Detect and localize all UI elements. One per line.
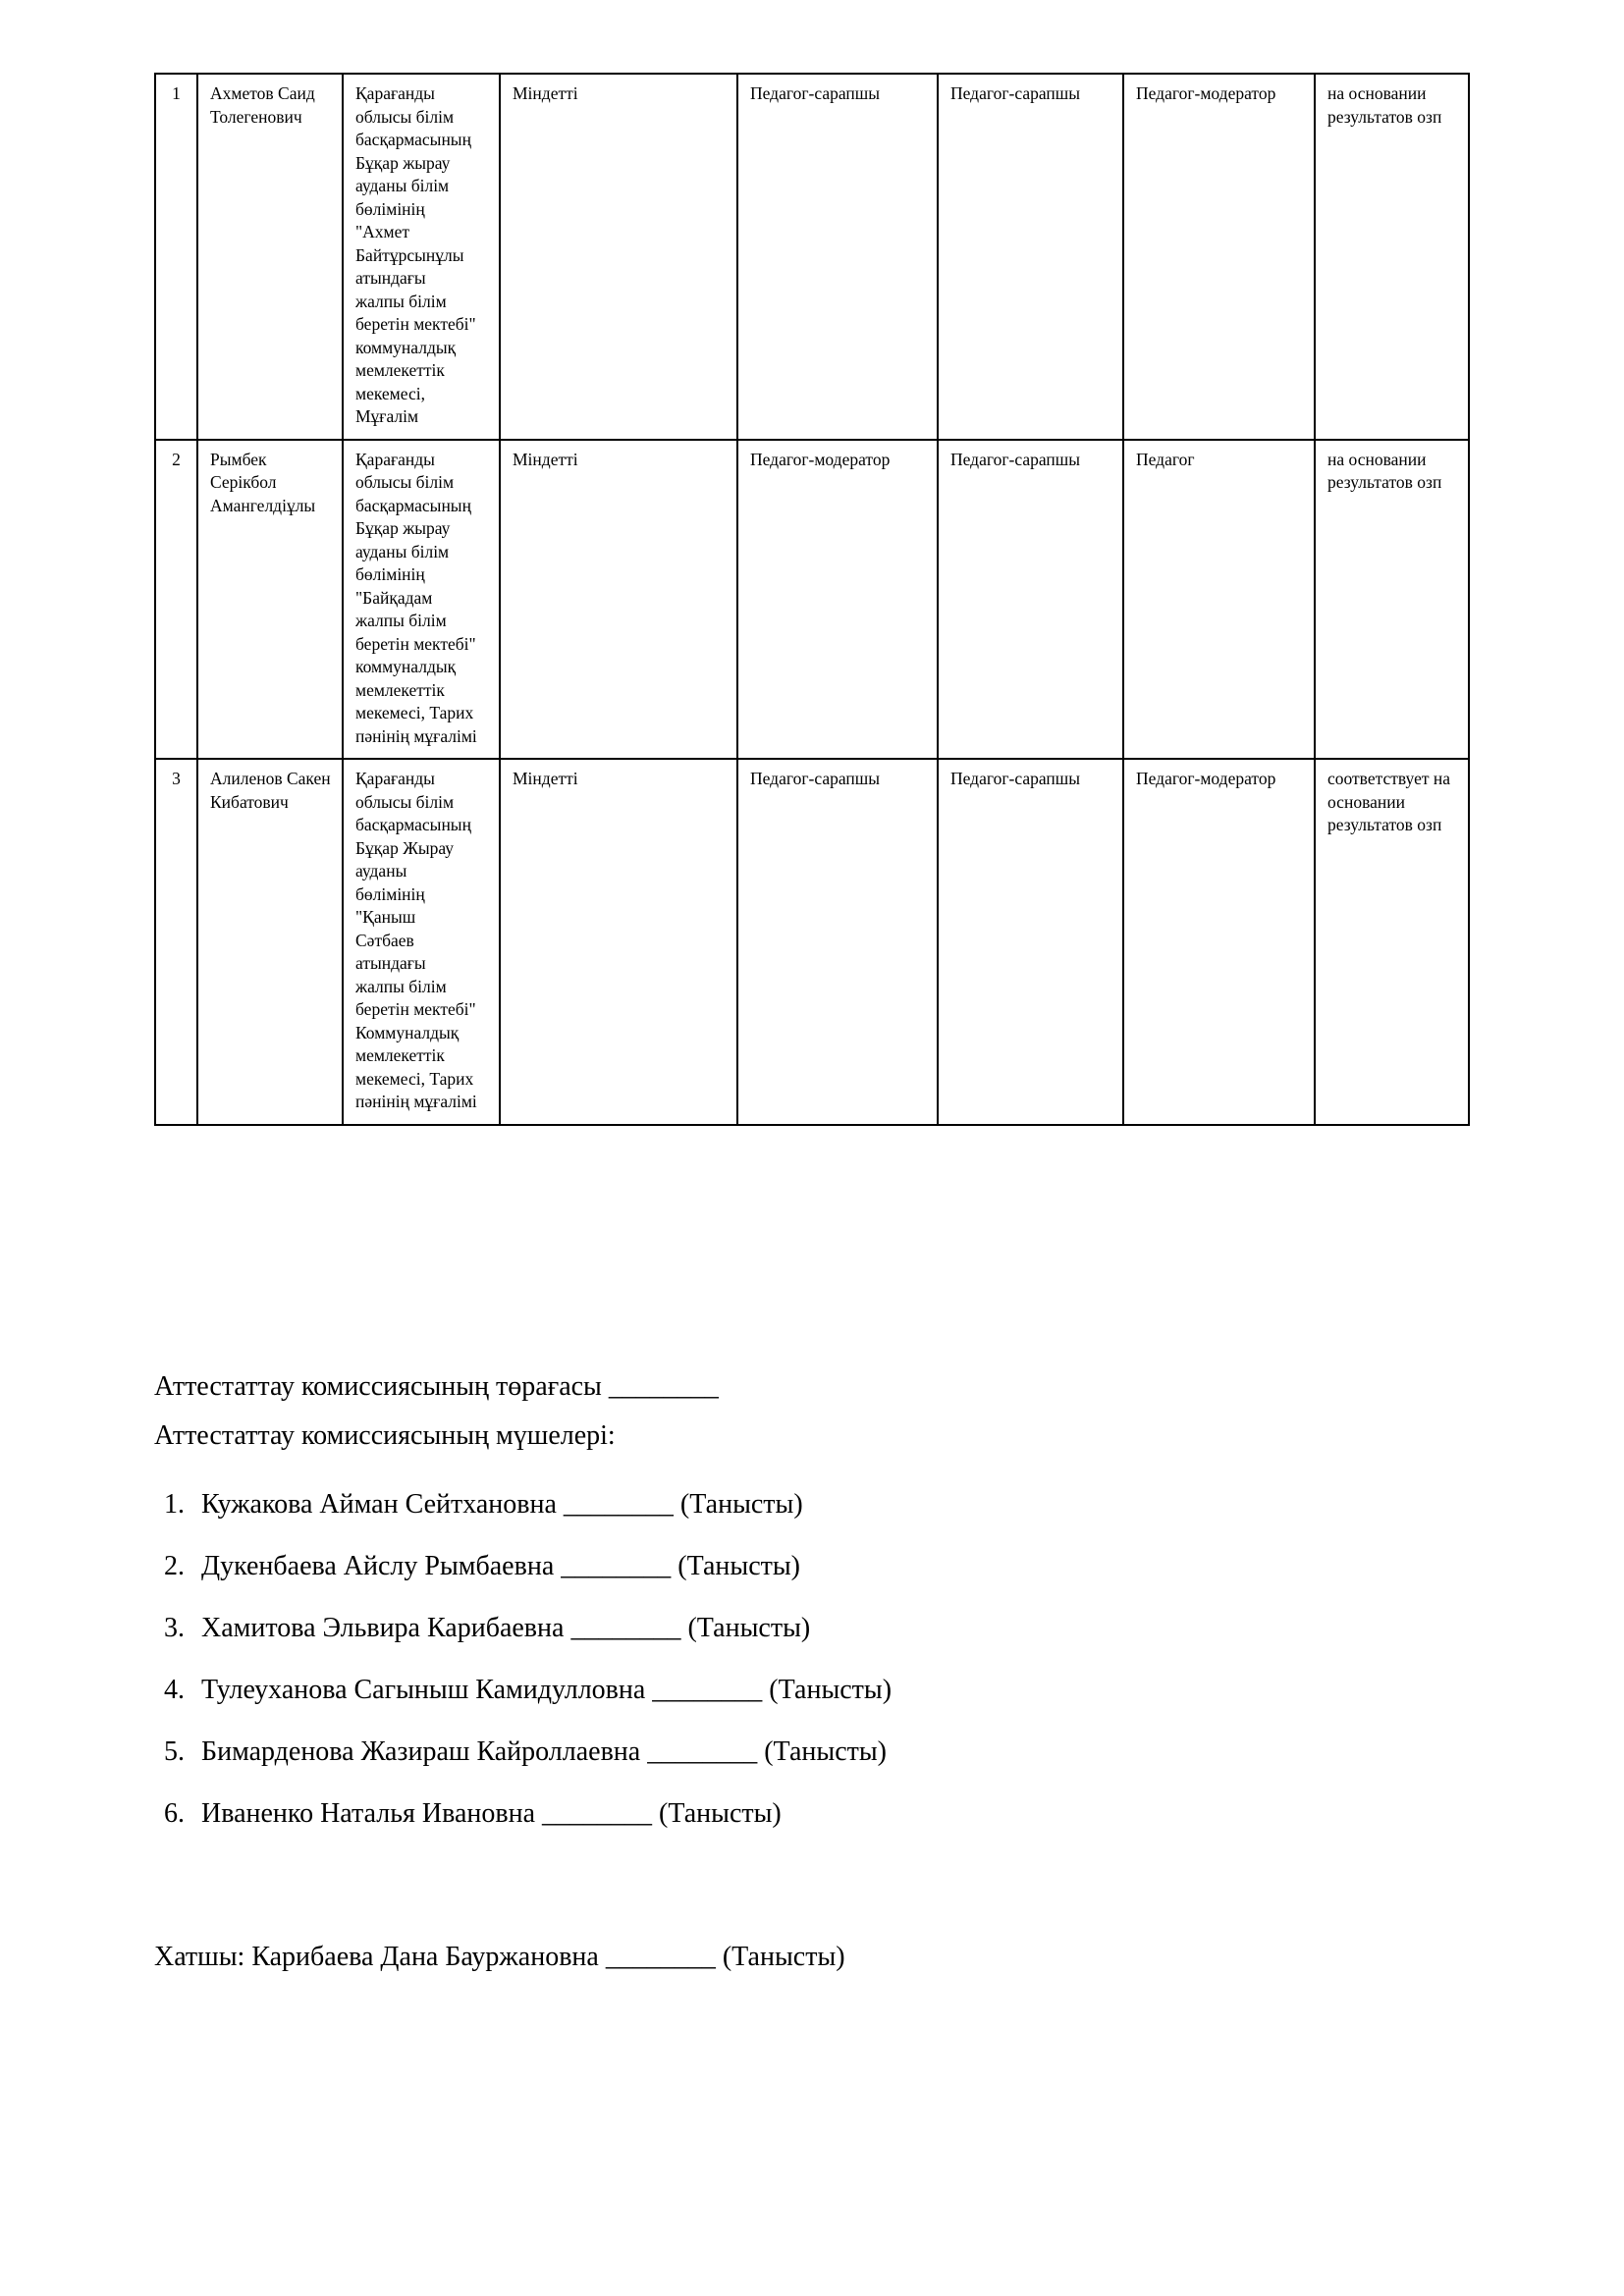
secretary-name: Карибаева Дана Бауржановна xyxy=(251,1942,599,1972)
member-row-3 xyxy=(154,1612,1506,1645)
row3-fullname-cell: Алиленов Сакен Кибатович xyxy=(197,759,343,1125)
row1-fullname-cell: Ахметов Саид Толегенович xyxy=(197,74,343,440)
row1-category-c-cell: Педагог-модератор xyxy=(1123,74,1315,440)
attestation-results-table xyxy=(154,73,1470,1126)
row1-decision-cell: на основании результатов озп xyxy=(1315,74,1469,440)
member-6-ack: (Танысты) xyxy=(659,1798,782,1829)
member-2-ack: (Танысты) xyxy=(677,1551,801,1581)
table-row-3 xyxy=(155,759,1469,1125)
member-4-number: 4. xyxy=(164,1675,185,1705)
member-2-name: Дукенбаева Айслу Рымбаевна xyxy=(201,1551,555,1581)
row3-number-cell: 3 xyxy=(155,759,197,1125)
row2-category-c-cell: Педагог xyxy=(1123,440,1315,760)
row1-category-a-cell: Педагог-сарапшы xyxy=(737,74,938,440)
member-5-number: 5. xyxy=(164,1736,185,1767)
row1-number-cell: 1 xyxy=(155,74,197,440)
member-3-signature-blank: ________ xyxy=(570,1613,681,1643)
row1-workplace-cell: Қарағанды облысы білім басқармасының Бұқар жырау ауданы білім бөлімінің "Ахмет Байтұрсынұлы атындағы жалпы білім беретін мектебі" коммуналдық мемлекеттік мекемесі, Мұғалім xyxy=(343,74,500,440)
row2-category-b-cell: Педагог-сарапшы xyxy=(938,440,1123,760)
row2-number-cell: 2 xyxy=(155,440,197,760)
row2-fullname-cell: Рымбек Серікбол Амангелдіұлы xyxy=(197,440,343,760)
member-row-2 xyxy=(154,1550,1506,1583)
row2-workplace-cell: Қарағанды облысы білім басқармасының Бұқар жырау ауданы білім бөлімінің "Байқадам жалпы білім беретін мектебі" коммуналдық мемлекеттік мекемесі, Тарих пәнінің мұғалімі xyxy=(343,440,500,760)
secretary-line xyxy=(154,1941,1506,1974)
row1-category-b-cell: Педагог-сарапшы xyxy=(938,74,1123,440)
table-row-2 xyxy=(155,440,1469,760)
member-4-signature-blank: ________ xyxy=(652,1675,763,1705)
row1-type-cell: Міндетті xyxy=(500,74,737,440)
secretary-label: Хатшы: xyxy=(154,1942,245,1972)
secretary-ack: (Танысты) xyxy=(722,1942,845,1972)
member-4-name: Тулеуханова Сагыныш Камидулловна xyxy=(201,1675,646,1705)
member-5-signature-blank: ________ xyxy=(647,1736,758,1767)
row3-decision-cell: соответствует на основании результатов озп xyxy=(1315,759,1469,1125)
member-3-name: Хамитова Эльвира Карибаевна xyxy=(201,1613,565,1643)
row2-category-a-cell: Педагог-модератор xyxy=(737,440,938,760)
member-row-6 xyxy=(154,1797,1506,1831)
member-6-number: 6. xyxy=(164,1798,185,1829)
members-list xyxy=(154,1488,1506,1831)
chairman-line xyxy=(154,1370,1506,1404)
member-6-signature-blank: ________ xyxy=(542,1798,652,1829)
member-row-5 xyxy=(154,1735,1506,1769)
chairman-label: Аттестаттау комиссиясының төрағасы xyxy=(154,1371,602,1402)
row3-workplace-cell: Қарағанды облысы білім басқармасының Бұқар Жырау ауданы бөлімінің "Қаныш Сәтбаев атындағы жалпы білім беретін мектебі" Коммуналдық мемлекеттік мекемесі, Тарих пәнінің мұғалімі xyxy=(343,759,500,1125)
signature-block xyxy=(154,1370,1506,1974)
row2-decision-cell: на основании результатов озп xyxy=(1315,440,1469,760)
member-5-name: Бимарденова Жазираш Кайроллаевна xyxy=(201,1736,641,1767)
chairman-signature-blank: ________ xyxy=(608,1371,719,1402)
row3-category-c-cell: Педагог-модератор xyxy=(1123,759,1315,1125)
member-1-name: Кужакова Айман Сейтхановна xyxy=(201,1489,557,1520)
member-4-ack: (Танысты) xyxy=(769,1675,893,1705)
member-1-signature-blank: ________ xyxy=(563,1489,674,1520)
member-3-number: 3. xyxy=(164,1613,185,1643)
member-1-ack: (Танысты) xyxy=(679,1489,803,1520)
row3-category-b-cell: Педагог-сарапшы xyxy=(938,759,1123,1125)
row3-type-cell: Міндетті xyxy=(500,759,737,1125)
member-row-4 xyxy=(154,1674,1506,1707)
row2-type-cell: Міндетті xyxy=(500,440,737,760)
member-3-ack: (Танысты) xyxy=(687,1613,811,1643)
row3-category-a-cell: Педагог-сарапшы xyxy=(737,759,938,1125)
member-2-number: 2. xyxy=(164,1551,185,1581)
member-6-name: Иваненко Наталья Ивановна xyxy=(201,1798,535,1829)
member-2-signature-blank: ________ xyxy=(561,1551,672,1581)
member-5-ack: (Танысты) xyxy=(764,1736,887,1767)
table-row-1 xyxy=(155,74,1469,440)
member-1-number: 1. xyxy=(164,1489,185,1520)
member-row-1 xyxy=(154,1488,1506,1522)
secretary-signature-blank: ________ xyxy=(605,1942,716,1972)
members-heading: Аттестаттау комиссиясының мүшелері: xyxy=(154,1420,616,1451)
